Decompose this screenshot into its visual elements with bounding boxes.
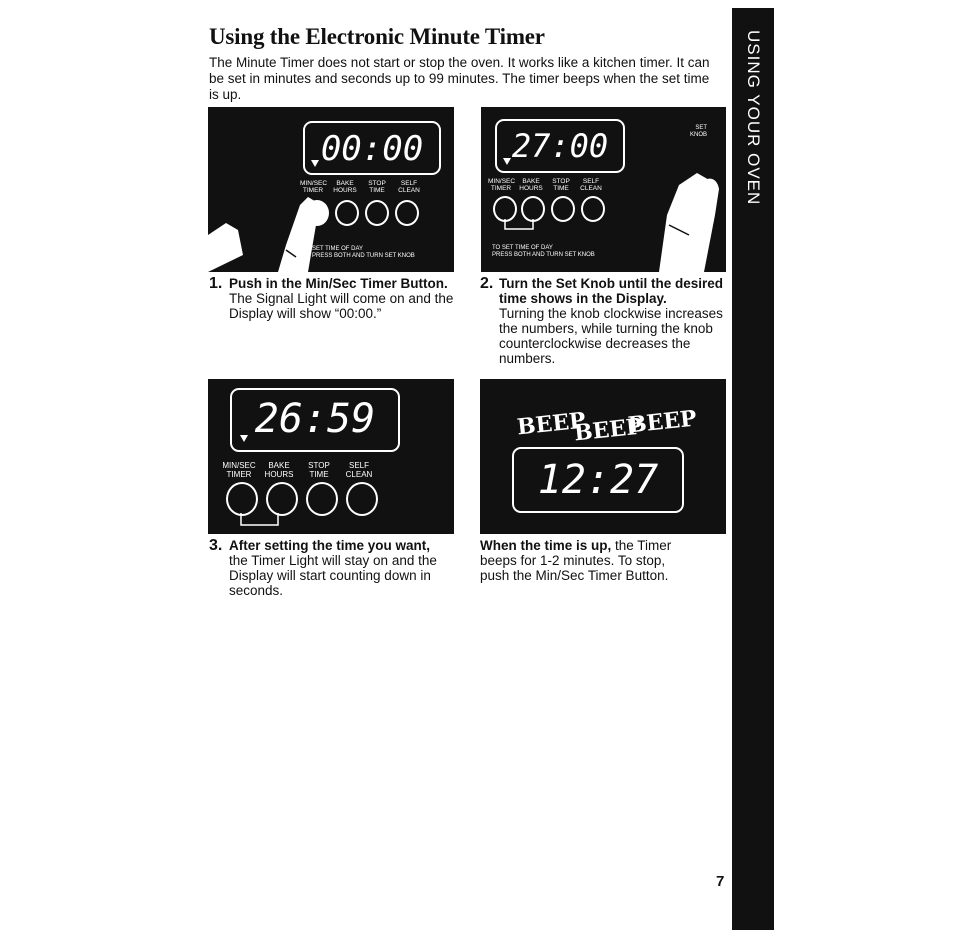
step-2-number: 2. <box>480 275 494 292</box>
label-stop-time: STOP TIME <box>308 461 330 479</box>
step-3-heading: After setting the time you want, <box>229 538 431 553</box>
panel-step-4 <box>480 379 726 534</box>
stop-time-button[interactable] <box>306 482 338 516</box>
button-labels <box>488 178 604 192</box>
lcd-digits: 12:27 <box>537 457 659 503</box>
label-bake-hours: BAKE HOURS <box>264 461 294 479</box>
lcd-digits: 00:00 <box>320 129 424 169</box>
lcd-display <box>495 119 625 173</box>
set-knob-label: SET KNOB <box>690 125 708 138</box>
button-labels <box>222 461 376 479</box>
step-1-heading: Push in the Min/Sec Timer Button. <box>229 276 448 291</box>
label-bake-hours: BAKE HOURS <box>519 178 543 192</box>
step-2-text <box>499 276 731 366</box>
signal-light-icon <box>503 158 511 165</box>
label-min-sec-timer: MIN/SEC TIMER <box>300 180 328 194</box>
lcd-digits: 27:00 <box>511 127 609 165</box>
signal-light-icon <box>311 160 319 167</box>
lcd-display <box>512 447 684 513</box>
step-2-body: Turning the knob clockwise increases the numbers, while turning the knob counterclockwise decreases the numbers. <box>499 306 723 366</box>
intro-paragraph: The Minute Timer does not start or stop the oven. It works like a kitchen timer. It can be set in minutes and seconds up to 99 minutes. The timer beeps when the set time is up. <box>209 55 710 102</box>
bake-hours-button[interactable] <box>335 200 359 226</box>
lcd-display <box>230 388 400 452</box>
label-stop-time: STOP TIME <box>552 178 570 192</box>
panel-caption: TO SET TIME OF DAY PRESS BOTH AND TURN SET KNOB <box>492 245 595 258</box>
step-4-text <box>480 538 692 583</box>
lcd-display <box>303 121 441 175</box>
beep-text-3: BEEP <box>626 405 698 439</box>
page-number: 7 <box>716 873 725 890</box>
step-1-number: 1. <box>209 275 223 292</box>
step-2-heading: Turn the Set Knob until the desired time shows in the Display. <box>499 276 724 306</box>
self-clean-button[interactable] <box>581 196 605 222</box>
stop-time-button[interactable] <box>551 196 575 222</box>
timer-indicator-bracket-icon <box>238 513 288 529</box>
section-side-tab <box>732 8 774 930</box>
label-stop-time: STOP TIME <box>368 180 386 194</box>
label-self-clean: SELF CLEAN <box>398 180 420 194</box>
step-1-text <box>229 276 461 321</box>
self-clean-button[interactable] <box>346 482 378 516</box>
label-min-sec-timer: MIN/SEC TIMER <box>222 461 256 479</box>
signal-light-icon <box>240 435 248 442</box>
beep-text-1: BEEP <box>515 407 587 441</box>
label-self-clean: SELF CLEAN <box>345 461 373 479</box>
step-1-body: The Signal Light will come on and the Display will show “00:00.” <box>229 291 454 321</box>
stop-time-button[interactable] <box>365 200 389 226</box>
page-title: Using the Electronic Minute Timer <box>209 24 545 49</box>
beep-text-2: BEEP <box>572 413 644 447</box>
panel-step-2 <box>481 107 726 272</box>
step-3-number: 3. <box>209 537 223 554</box>
min-sec-timer-button[interactable] <box>226 482 258 516</box>
panel-caption: SET TIME OF DAY PRESS BOTH AND TURN SET KNOB <box>312 246 415 259</box>
timer-indicator-bracket-icon <box>503 219 543 233</box>
step-3-body: the Timer Light will stay on and the Display will start counting down in seconds. <box>229 553 437 598</box>
self-clean-button[interactable] <box>395 200 419 226</box>
lcd-digits: 26:59 <box>254 396 376 442</box>
label-self-clean: SELF CLEAN <box>580 178 602 192</box>
panel-step-3 <box>208 379 454 534</box>
label-bake-hours: BAKE HOURS <box>333 180 357 194</box>
label-min-sec-timer: MIN/SEC TIMER <box>488 178 516 192</box>
step-3-text <box>229 538 461 598</box>
step-4-heading: When the time is up, <box>480 538 612 553</box>
bake-hours-button[interactable] <box>266 482 298 516</box>
step-4-body: the Timer beeps for 1-2 minutes. To stop, push the Min/Sec Timer Button. <box>480 538 672 583</box>
panel-step-1 <box>208 107 454 272</box>
side-tab-label: USING YOUR OVEN <box>744 30 763 206</box>
hand-turning-knob-icon <box>649 145 726 272</box>
